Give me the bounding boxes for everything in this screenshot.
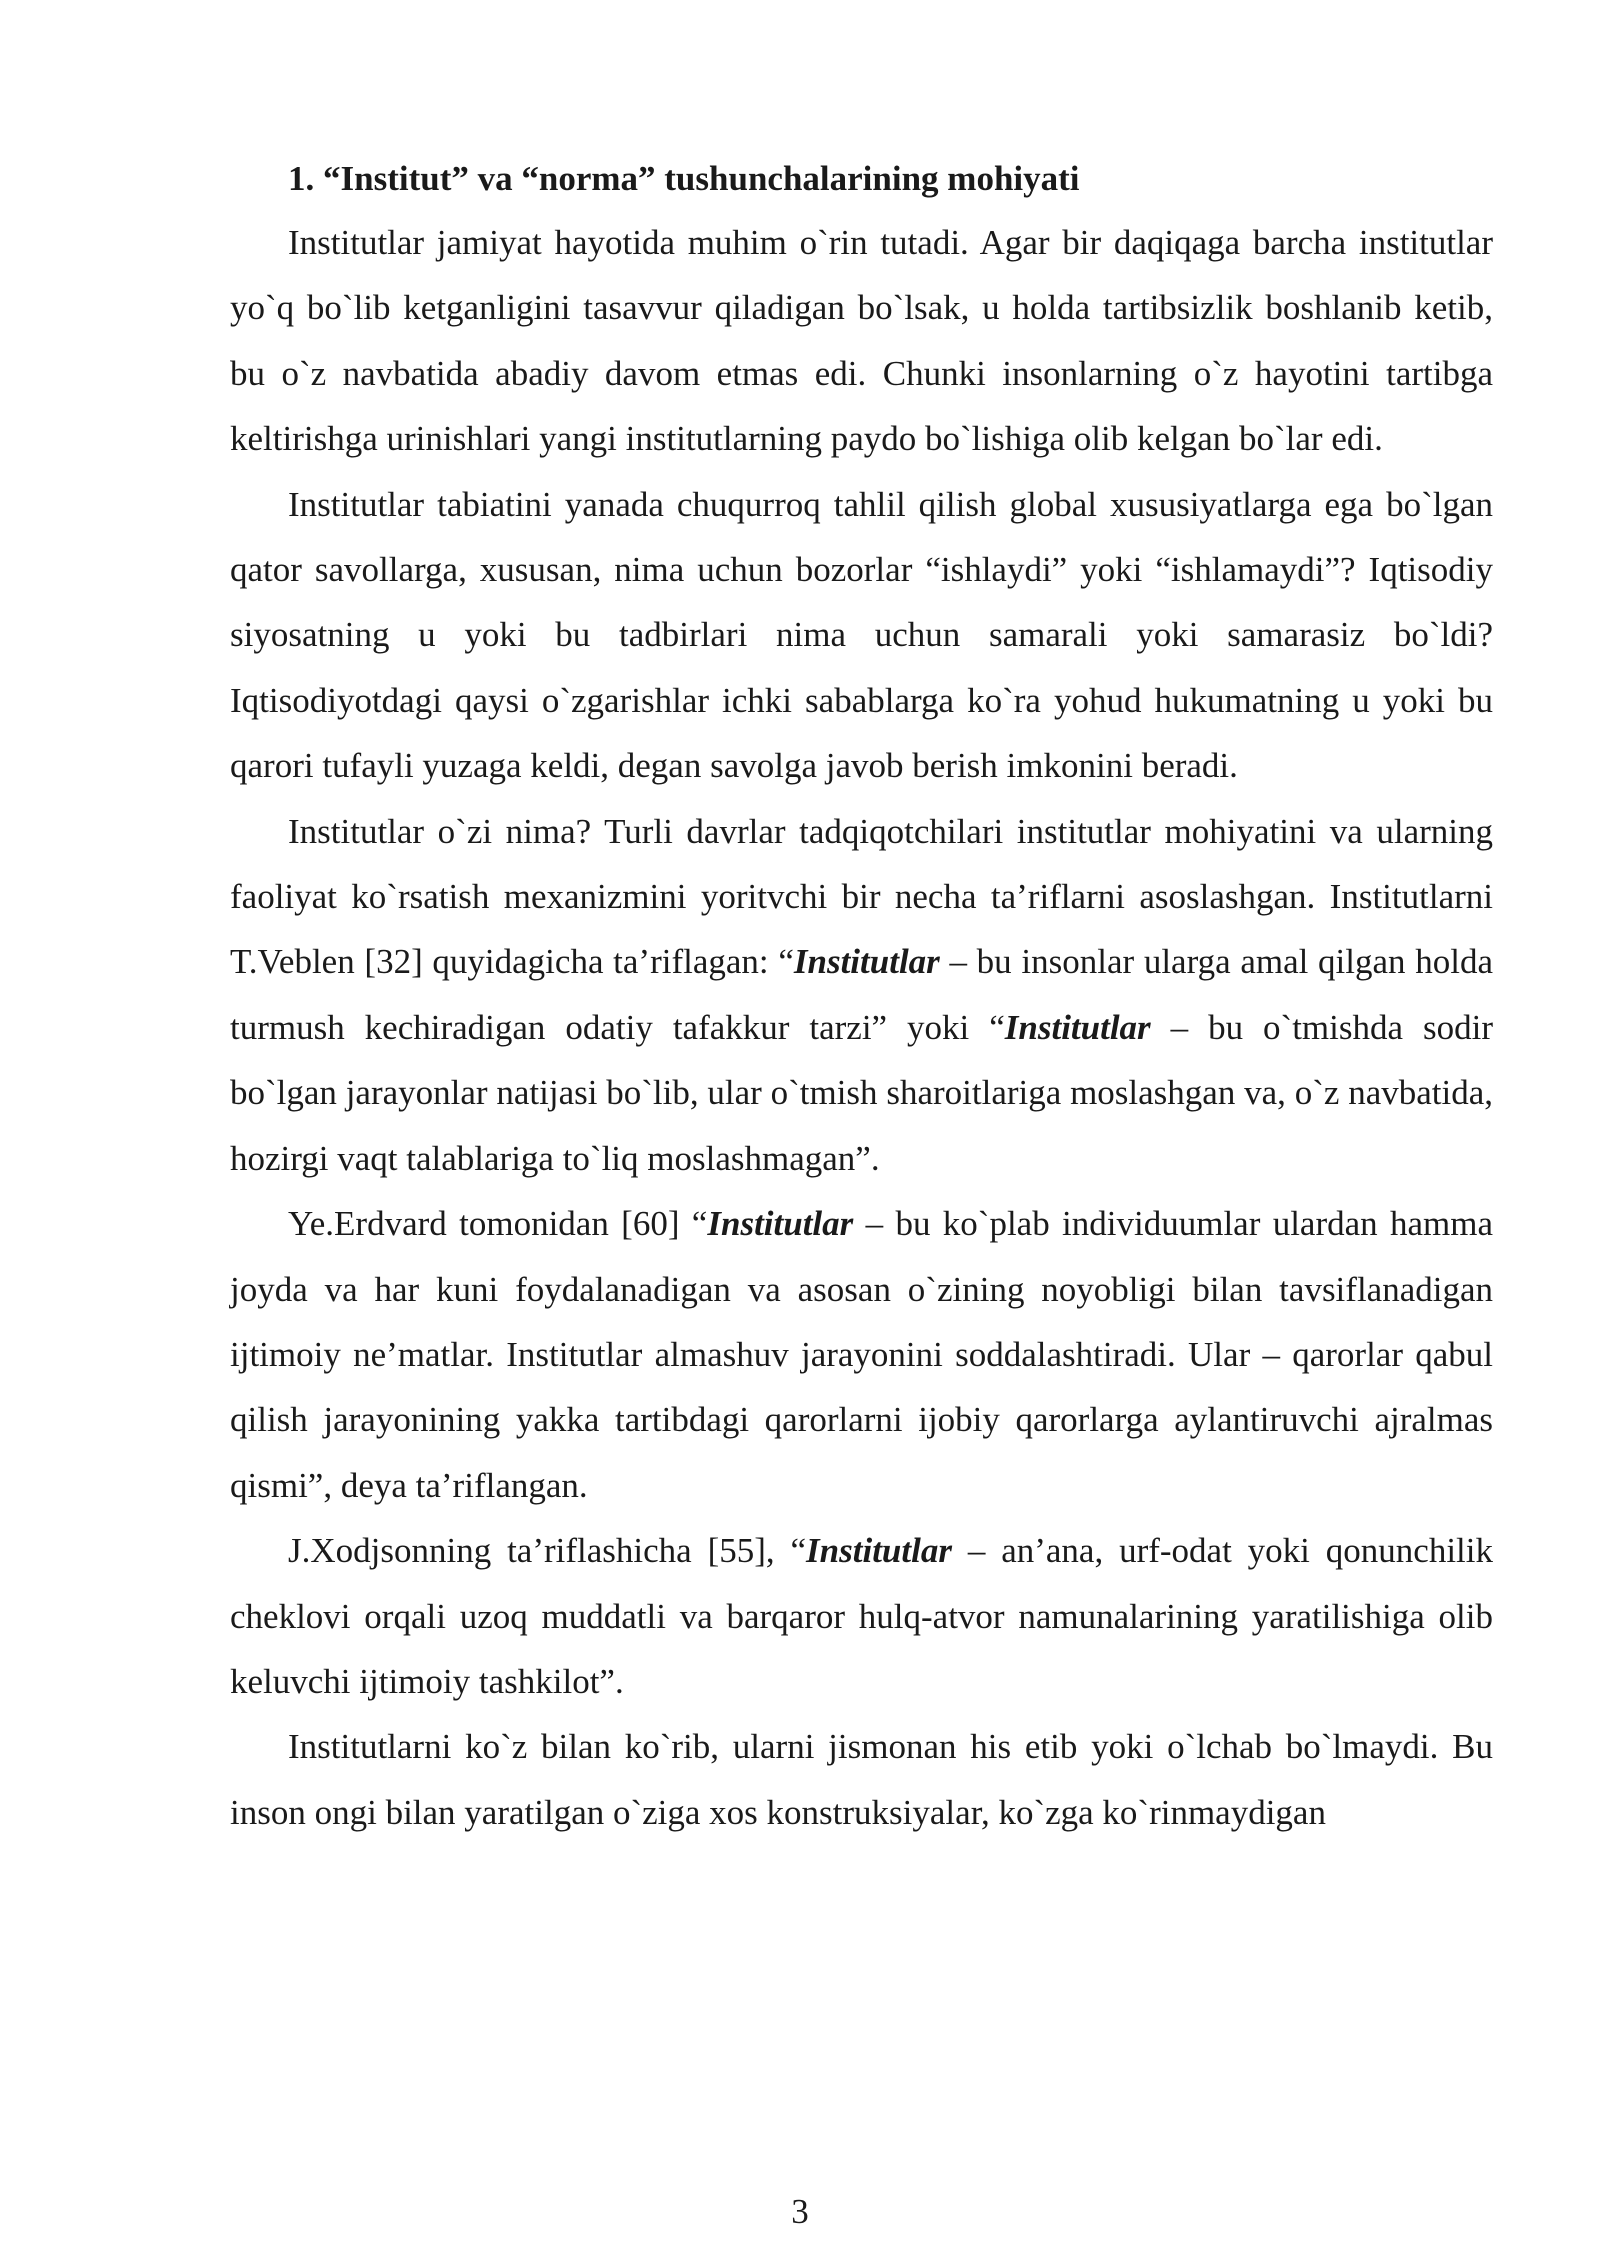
paragraph-4-text-a: Ye.Erdvard tomonidan [60] “ [288,1204,708,1244]
term-institutlar: Institutlar [707,1204,854,1244]
page-number: 3 [791,2192,809,2231]
paragraph-5 [230,1518,1493,1714]
page-body [230,148,1493,1845]
paragraph-3-text-b: – bu insonlar ularga amal qilgan holda turmush kechiradigan odatiy tafakkur tarzi” yoki “ [230,942,1493,1047]
paragraph-5-text-b: – an’ana, urf-odat yoki qonunchilik cheklovi orqali uzoq muddatli va barqaror hulq-atvor namunalarining yaratilishiga olib keluvchi ijtimoiy tashkilot”. [230,1531,1493,1701]
paragraph-4 [230,1191,1493,1518]
term-institutlar: Institutlar [1004,1007,1151,1047]
paragraph-6: Institutlarni ko`z bilan ko`rib, ularni jismonan his etib yoki o`lchab bo`lmaydi. Bu inson ongi bilan yaratilgan o`ziga xos konstruksiyalar, ko`zga ko`rinmaydigan [230,1727,1493,1832]
paragraph-3-text-c: – bu o`tmishda sodir bo`lgan jarayonlar natijasi bo`lib, ular o`tmish sharoitlariga moslashgan va, o`z navbatida, hozirgi vaqt talablariga to`liq moslashmagan”. [230,1007,1493,1178]
paragraph-5-text-a: J.Xodjsonning ta’riflashicha [55], “ [288,1531,807,1571]
paragraph-3 [230,799,1493,1191]
term-institutlar: Institutlar [793,942,940,982]
paragraph-2: Institutlar tabiatini yanada chuqurroq tahlil qilish global xususiyatlarga ega bo`lgan qator savollarga, xususan, nima uchun bozorlar “ishlaydi” yoki “ishlamaydi”? Iqtisodiy siyosatning u yoki bu tadbirlari nima uchun samarali yoki samarasiz bo`ldi? Iqtisodiyotdagi qaysi o`zgarishlar ichki sabablarga ko`ra yohud hukumatning u yoki bu qarori tufayli yuzaga keldi, degan savolga javob berish imkonini beradi. [230,484,1493,786]
paragraph-3-text-a: Institutlar o`zi nima? Turli davrlar tadqiqotchilari institutlar mohiyatini va ularning faoliyat ko`rsatish mexanizmini yoritvchi bir necha ta’riflarni asoslashgan. Institutlarni T.Veblen [32] quyidagicha ta’riflagan: “ [230,811,1493,982]
paragraph-4-text-b: – bu ko`plab individuumlar ulardan hamma joyda va har kuni foydalanadigan va asosan o`zining noyobligi bilan tavsiflanadigan ijtimoiy ne’matlar. Institutlar almashuv jarayonini soddalashtiradi. Ular – qarorlar qabul qilish jarayonining yakka tartibdagi qarorlarni ijobiy qarorlarga aylantiruvchi ajralmas qismi”, deya ta’riflangan. [230,1204,1493,1505]
term-institutlar: Institutlar [806,1531,952,1571]
paragraph-1: Institutlar jamiyat hayotida muhim o`rin tutadi. Agar bir daqiqaga barcha institutlar yo`q bo`lib ketganligini tasavvur qiladigan bo`lsak, u holda tartibsizlik boshlanib ketib, bu o`z navbatida abadiy davom etmas edi. Chunki insonlarning o`z hayotini tartibga keltirishga urinishlari yangi institutlarning paydo bo`lishiga olib kelgan bo`lar edi. [230,223,1493,459]
section-heading: 1. “Institut” va “norma” tushunchalarining mohiyati [288,159,1080,198]
